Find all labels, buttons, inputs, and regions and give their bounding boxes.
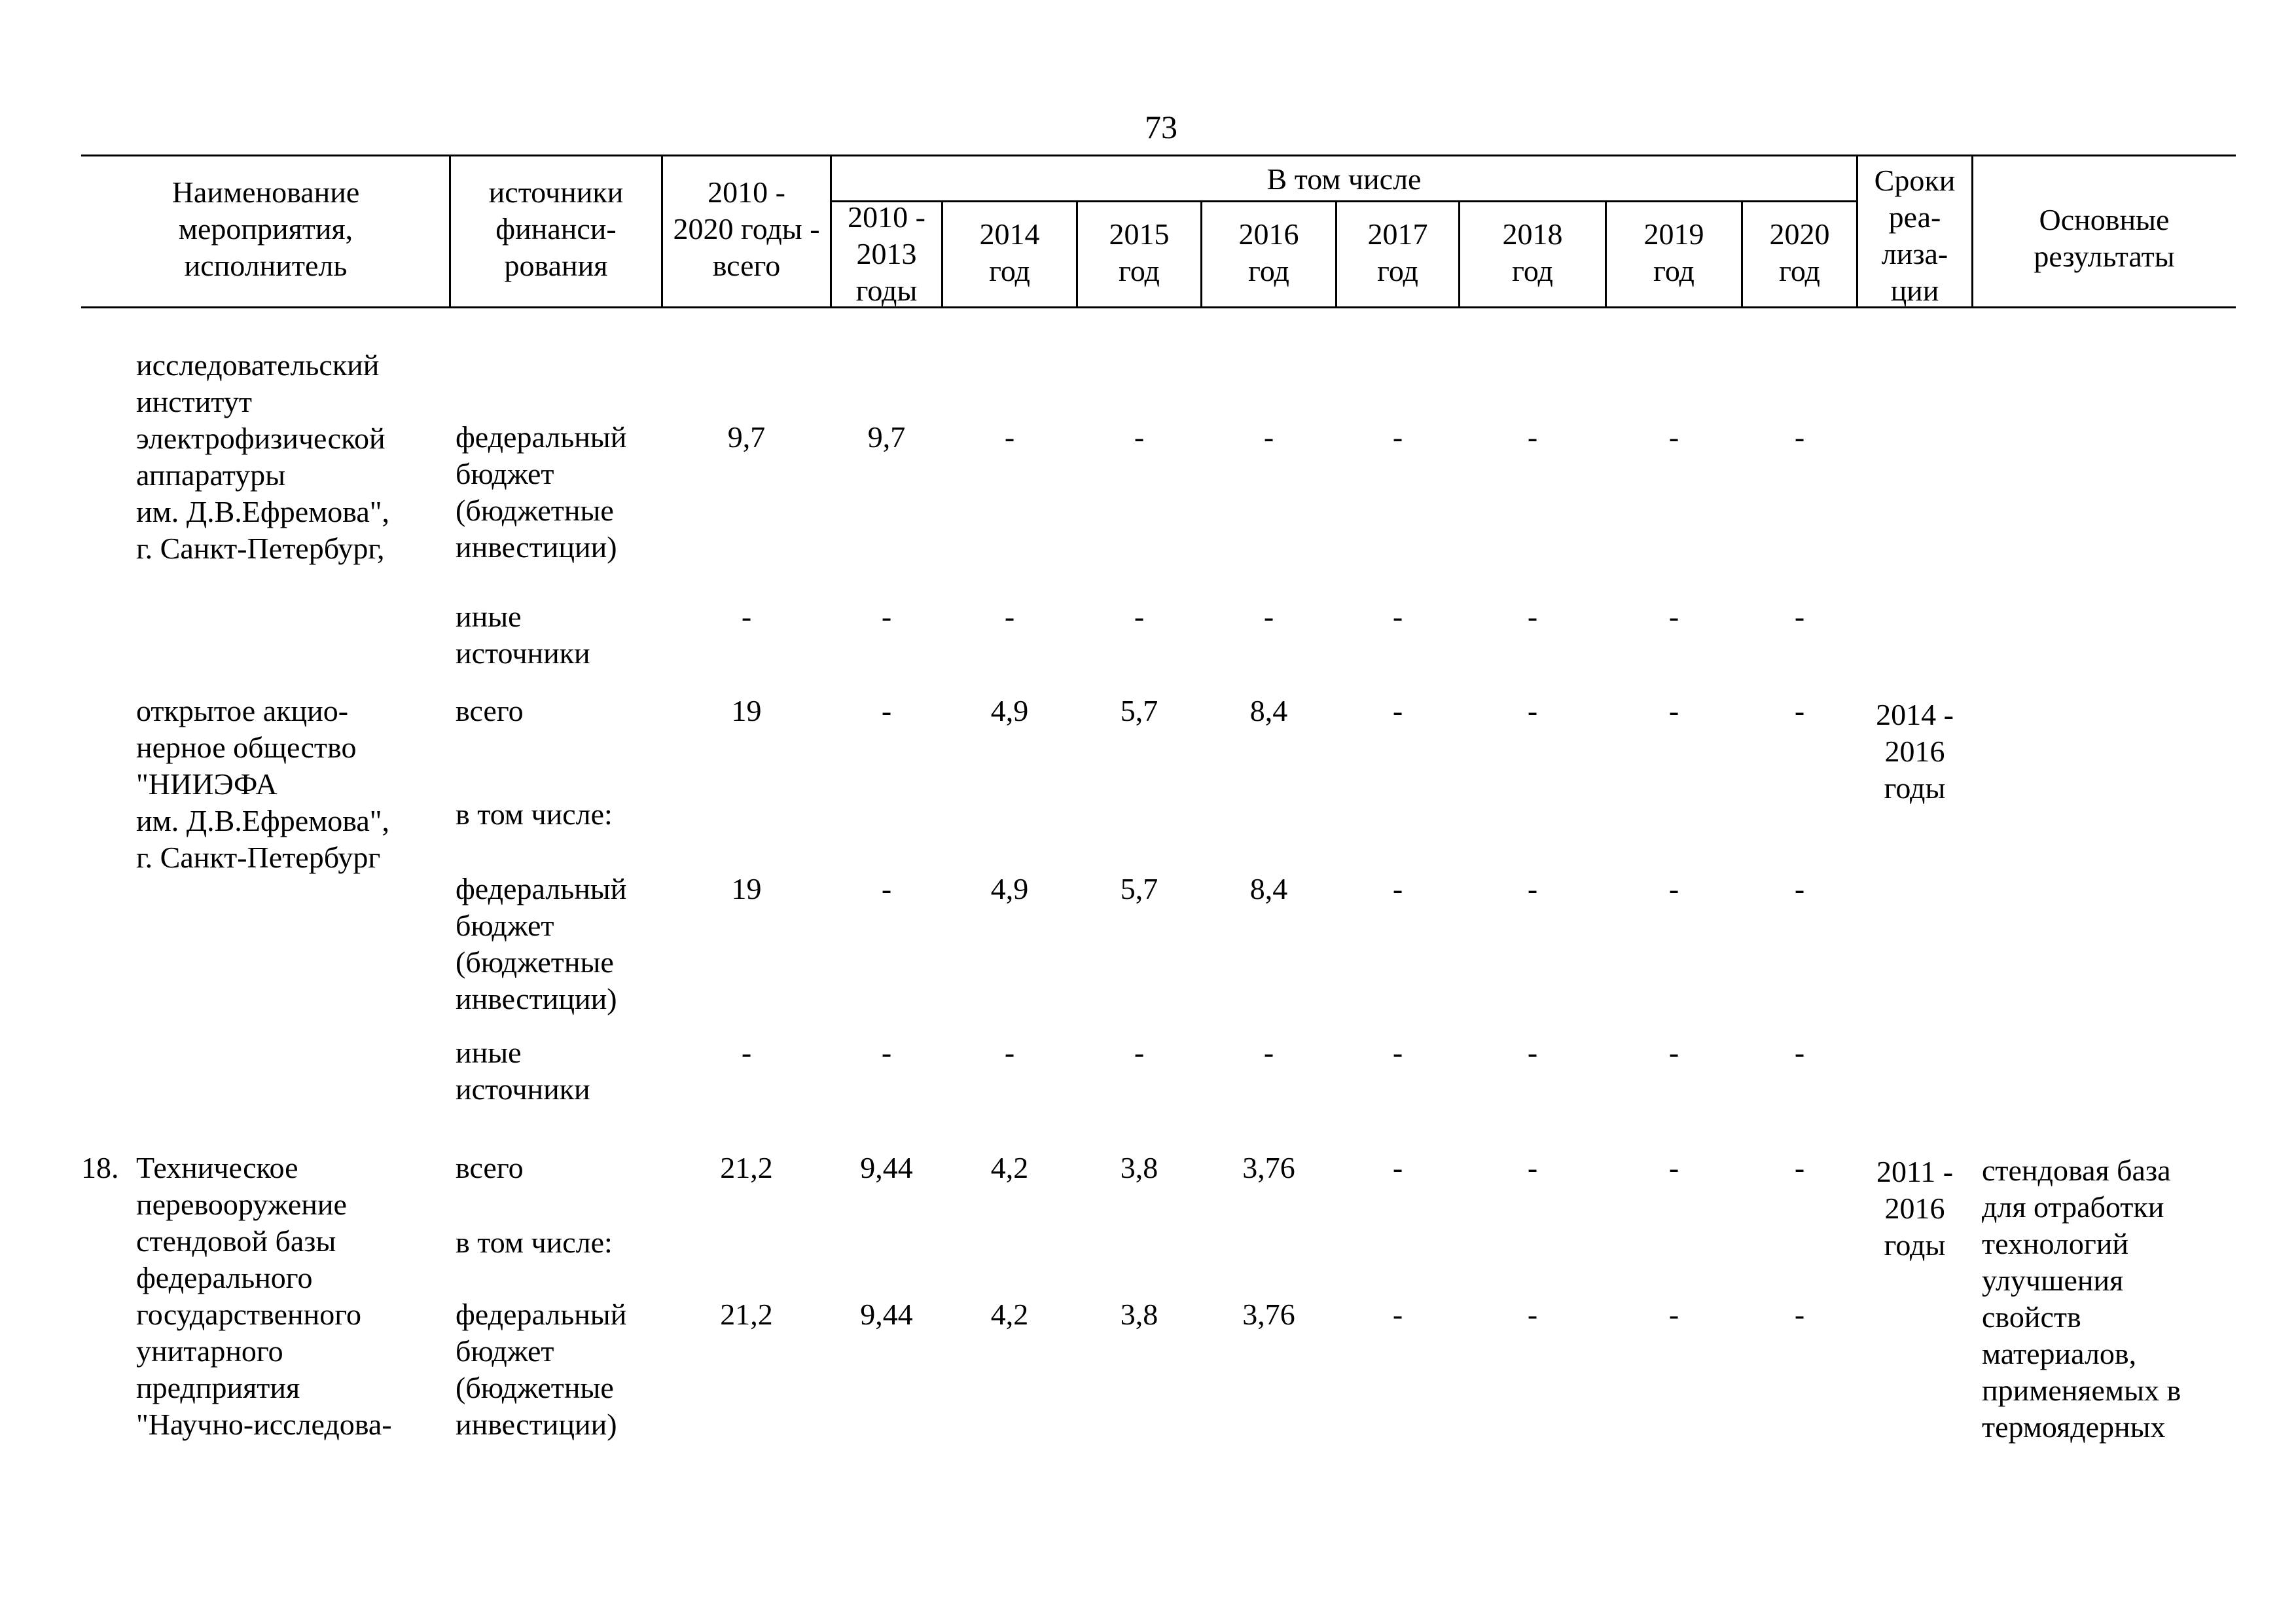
header-col-2017: 2017 год — [1367, 217, 1428, 287]
row-value: 9,7 — [727, 420, 766, 454]
row-value: 5,7 — [1120, 872, 1158, 905]
row-value: - — [1794, 872, 1805, 905]
row-value: - — [881, 600, 892, 633]
row-value: - — [1392, 872, 1403, 905]
row-value: 9,7 — [867, 420, 906, 454]
header-col-2018: 2018 год — [1502, 217, 1563, 287]
row-value: - — [1527, 694, 1538, 727]
row-source: всего — [456, 694, 524, 727]
row-value: 4,2 — [990, 1151, 1029, 1184]
row-value: - — [1263, 600, 1274, 633]
row-value: 3,76 — [1242, 1298, 1295, 1331]
row-value: 3,8 — [1120, 1151, 1158, 1184]
row-source: федеральный бюджет (бюджетные инвестиции) — [456, 420, 627, 564]
row-value: - — [1794, 420, 1805, 454]
header-col-2015: 2015 год — [1109, 217, 1170, 287]
row-value: - — [881, 694, 892, 727]
header-col-2019: 2019 год — [1643, 217, 1704, 287]
row-value: 4,9 — [990, 694, 1029, 727]
row-value: - — [1668, 694, 1679, 727]
row-value: 21,2 — [720, 1151, 773, 1184]
block-name: Техническое перевооружение стендовой базы федерального государственного унитарного предприятия "Научно-исследова- — [136, 1151, 392, 1441]
row-value: 21,2 — [720, 1298, 773, 1331]
row-value: 8,4 — [1249, 694, 1288, 727]
subheader-rule — [830, 200, 1856, 202]
row-source: всего — [456, 1151, 524, 1184]
row-value: - — [1392, 1298, 1403, 1331]
row-value: - — [1668, 872, 1679, 905]
block-terms: 2011 - 2016 годы — [1876, 1155, 1954, 1262]
row-value: 9,44 — [860, 1298, 913, 1331]
header-col-total: 2010 - 2020 годы - всего — [673, 175, 820, 282]
row-source: федеральный бюджет (бюджетные инвестиции) — [456, 872, 627, 1015]
row-value: - — [1794, 1036, 1805, 1069]
header-top-rule — [81, 155, 2236, 156]
row-value: - — [1392, 694, 1403, 727]
row-value: - — [1527, 600, 1538, 633]
row-value: 8,4 — [1249, 872, 1288, 905]
row-value: - — [1668, 420, 1679, 454]
row-value: - — [1668, 1036, 1679, 1069]
block-results: стендовая база для отработки технологий улучшения свойств материалов, применяемых в термоядерных — [1982, 1154, 2181, 1444]
row-value: - — [1527, 1151, 1538, 1184]
row-value: - — [881, 872, 892, 905]
block-name: исследовательский институт электрофизической аппаратуры им. Д.В.Ефремова", г. Санкт-Петербург, — [136, 348, 390, 565]
row-value: - — [1527, 420, 1538, 454]
row-value: - — [1668, 1151, 1679, 1184]
block-terms: 2014 - 2016 годы — [1876, 698, 1954, 805]
header-col-2014: 2014 год — [979, 217, 1040, 287]
row-value: - — [1527, 872, 1538, 905]
row-value: - — [1263, 420, 1274, 454]
row-source: федеральный бюджет (бюджетные инвестиции) — [456, 1298, 627, 1441]
row-value: - — [741, 600, 752, 633]
page-number: 73 — [1145, 109, 1177, 145]
block-name: открытое акцио- нерное общество "НИИЭФА им. Д.В.Ефремова", г. Санкт-Петербург — [136, 694, 390, 874]
row-value: - — [1263, 1036, 1274, 1069]
row-value: - — [1134, 600, 1145, 633]
row-source: иные источники — [456, 1036, 590, 1106]
row-source: в том числе: — [456, 1226, 613, 1259]
row-value: - — [1668, 600, 1679, 633]
row-value: - — [1794, 1298, 1805, 1331]
row-value: - — [1392, 1151, 1403, 1184]
header-col-2016: 2016 год — [1238, 217, 1299, 287]
header-col-name: Наименование мероприятия, исполнитель — [171, 175, 360, 282]
header-col-2020: 2020 год — [1769, 217, 1830, 287]
row-value: - — [1134, 1036, 1145, 1069]
row-value: 3,8 — [1120, 1298, 1158, 1331]
row-value: - — [1527, 1298, 1538, 1331]
header-group-label: В том числе — [1266, 162, 1422, 196]
row-value: - — [1392, 1036, 1403, 1069]
header-col-terms: Сроки реа- лиза- ции — [1874, 164, 1956, 307]
row-value: - — [1794, 694, 1805, 727]
row-value: 9,44 — [860, 1151, 913, 1184]
header-col-source: источники финанси- рования — [488, 175, 624, 282]
row-value: - — [1527, 1036, 1538, 1069]
row-value: 19 — [731, 872, 762, 905]
row-value: 19 — [731, 694, 762, 727]
row-value: 3,76 — [1242, 1151, 1295, 1184]
row-value: - — [741, 1036, 752, 1069]
row-value: - — [1134, 420, 1145, 454]
header-col-2010-2013: 2010 - 2013 годы — [848, 200, 925, 307]
row-value: 4,2 — [990, 1298, 1029, 1331]
row-value: - — [1794, 1151, 1805, 1184]
row-value: 4,9 — [990, 872, 1029, 905]
row-value: 5,7 — [1120, 694, 1158, 727]
row-value: - — [1794, 600, 1805, 633]
row-value: - — [1004, 600, 1015, 633]
row-value: - — [1392, 600, 1403, 633]
row-source: иные источники — [456, 600, 590, 670]
block-number: 18. — [81, 1151, 119, 1184]
header-col-results: Основные результаты — [2034, 203, 2175, 273]
row-value: - — [1004, 1036, 1015, 1069]
row-value: - — [1004, 420, 1015, 454]
row-value: - — [1668, 1298, 1679, 1331]
row-value: - — [881, 1036, 892, 1069]
row-value: - — [1392, 420, 1403, 454]
row-source: в том числе: — [456, 797, 613, 831]
